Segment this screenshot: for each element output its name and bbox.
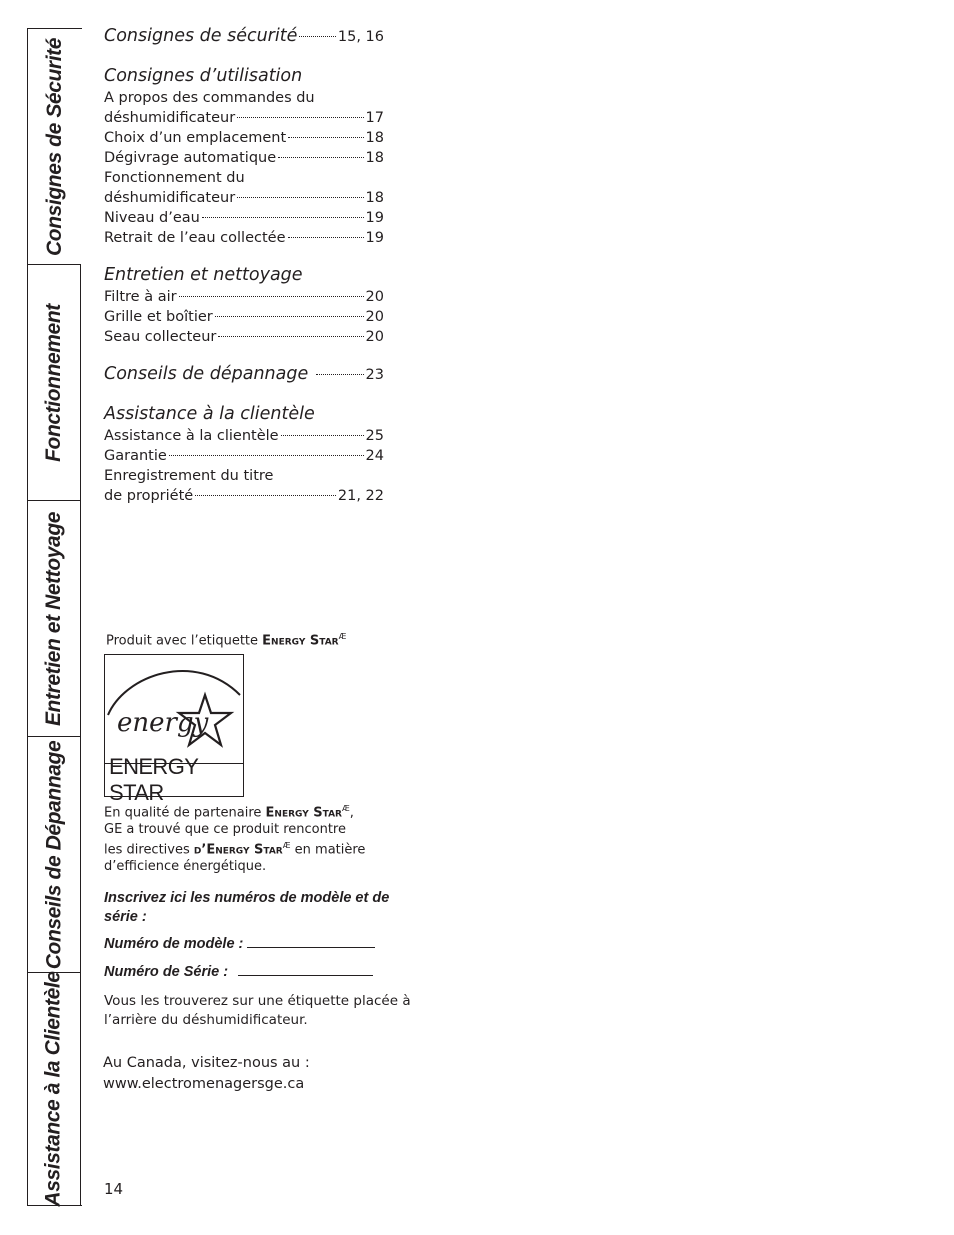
toc-entry-text: A propos des commandes du bbox=[104, 90, 315, 106]
toc-section-title: Consignes d’utilisation bbox=[104, 66, 303, 86]
toc-section-title: Conseils de dépannage bbox=[104, 364, 309, 384]
page-ref: 18 bbox=[365, 190, 384, 206]
page-ref: 15, 16 bbox=[337, 29, 384, 45]
tab-consignes-de-securite[interactable] bbox=[28, 29, 81, 265]
toc-entry-registration[interactable] bbox=[104, 486, 384, 506]
energy-star-wordmark: ENERGY STAR bbox=[105, 763, 243, 796]
toc-section-title: Entretien et nettoyage bbox=[104, 265, 303, 285]
toc-entry-location[interactable] bbox=[104, 128, 384, 148]
desc-line bbox=[104, 838, 384, 859]
toc-entry-label: Dégivrage automatique bbox=[104, 150, 277, 166]
toc-entry-label: Choix d’un emplacement bbox=[104, 130, 287, 146]
tab-label: Fonctionnement bbox=[42, 303, 66, 462]
energy-star-brand: Energy Star bbox=[265, 805, 342, 821]
toc-entry-label: Seau collecteur bbox=[104, 329, 217, 345]
toc-entry-label: Garantie bbox=[104, 448, 167, 464]
toc-entry-label: déshumidificateur bbox=[104, 190, 236, 206]
toc-entry-defrost[interactable] bbox=[104, 148, 384, 168]
energy-star-description bbox=[104, 801, 384, 876]
toc-section-troubleshooting bbox=[104, 362, 384, 387]
dot-leader bbox=[288, 237, 364, 238]
toc-section-care bbox=[104, 263, 384, 347]
table-of-contents bbox=[104, 24, 384, 521]
toc-entry-water-removal[interactable] bbox=[104, 228, 384, 248]
reg-mark: Æ bbox=[282, 841, 291, 851]
toc-entry-safety[interactable] bbox=[104, 24, 384, 49]
toc-entry-text: Enregistrement du titre bbox=[104, 468, 274, 484]
page-ref: 19 bbox=[365, 230, 384, 246]
page-ref: 20 bbox=[365, 309, 384, 325]
toc-entry-filter[interactable] bbox=[104, 287, 384, 307]
page-ref: 24 bbox=[365, 448, 384, 464]
desc-text: les directives bbox=[104, 842, 194, 858]
tab-conseils-de-depannage[interactable] bbox=[28, 737, 81, 973]
canada-text: Au Canada, visitez-nous au : bbox=[103, 1055, 310, 1071]
canada-url-link[interactable]: www.electromenagersge.ca bbox=[103, 1076, 305, 1092]
toc-entry-controls[interactable] bbox=[104, 108, 384, 128]
dot-leader bbox=[195, 495, 336, 496]
tab-entretien-et-nettoyage[interactable] bbox=[28, 501, 81, 737]
desc-line: d’efficience énergétique. bbox=[104, 859, 267, 875]
energy-star-brand: Energy Star bbox=[206, 842, 283, 858]
dot-leader bbox=[281, 435, 364, 436]
dot-leader bbox=[316, 374, 363, 375]
tab-label: Consignes de Sécurité bbox=[42, 37, 66, 256]
caption-text: Produit avec l’etiquette bbox=[106, 633, 263, 649]
page-number: 14 bbox=[104, 1180, 124, 1198]
tab-label: Assistance à la Clientèle bbox=[42, 971, 65, 1207]
toc-entry-operation[interactable] bbox=[104, 188, 384, 208]
toc-entry-bucket[interactable] bbox=[104, 327, 384, 347]
registration-note: Vous les trouverez sur une étiquette placée à l’arrière du déshumidificateur. bbox=[104, 993, 411, 1028]
energy-star-caption bbox=[106, 632, 346, 648]
tab-label: Conseils de Dépannage bbox=[42, 740, 65, 969]
page-ref: 17 bbox=[365, 110, 384, 126]
dot-leader bbox=[237, 117, 363, 118]
desc-text: En qualité de partenaire bbox=[104, 805, 266, 821]
page-ref: 25 bbox=[365, 428, 384, 444]
dot-leader bbox=[215, 316, 364, 317]
dot-leader bbox=[218, 336, 363, 337]
registration-title: Inscrivez ici les numéros de modèle et de série : bbox=[104, 890, 390, 925]
toc-entry-label: déshumidificateur bbox=[104, 110, 236, 126]
reg-mark: Æ bbox=[338, 632, 347, 641]
desc-line bbox=[104, 801, 384, 822]
page-ref: 20 bbox=[365, 289, 384, 305]
page-ref: 21, 22 bbox=[337, 488, 384, 504]
toc-entry-troubleshooting[interactable] bbox=[104, 362, 384, 387]
desc-text: en matière bbox=[290, 842, 366, 858]
toc-entry-label: de propriété bbox=[104, 488, 194, 504]
toc-section-title: Consignes de sécurité bbox=[104, 26, 298, 46]
energy-star-script: energy bbox=[117, 708, 209, 738]
page-ref: 19 bbox=[365, 210, 384, 226]
side-tab-bar bbox=[27, 28, 82, 1206]
toc-entry-label: Retrait de l’eau collectée bbox=[104, 230, 286, 246]
serial-number-line bbox=[104, 964, 373, 980]
model-number-line bbox=[104, 936, 375, 952]
energy-star-d: d’ bbox=[193, 842, 207, 858]
page-ref: 18 bbox=[365, 130, 384, 146]
toc-entry-warranty[interactable] bbox=[104, 446, 384, 466]
toc-entry-label: Assistance à la clientèle bbox=[104, 428, 279, 444]
desc-text: , bbox=[349, 805, 354, 821]
toc-entry-label: Filtre à air bbox=[104, 289, 177, 305]
model-number-field[interactable] bbox=[247, 946, 375, 948]
page-ref: 20 bbox=[365, 329, 384, 345]
toc-section-operating bbox=[104, 64, 384, 248]
dot-leader bbox=[288, 137, 363, 138]
serial-number-field[interactable] bbox=[238, 974, 373, 976]
dot-leader bbox=[169, 455, 364, 456]
page-ref: 23 bbox=[365, 367, 384, 383]
energy-star-brand: Energy Star bbox=[262, 633, 339, 649]
dot-leader bbox=[237, 197, 363, 198]
toc-entry-grille[interactable] bbox=[104, 307, 384, 327]
energy-star-logo bbox=[104, 654, 244, 805]
desc-line: GE a trouvé que ce produit rencontre bbox=[104, 821, 346, 837]
toc-entry-text: Fonctionnement du bbox=[104, 170, 245, 186]
dot-leader bbox=[278, 157, 363, 158]
toc-entry-label: Niveau d’eau bbox=[104, 210, 200, 226]
toc-section-support bbox=[104, 402, 384, 506]
tab-fonctionnement[interactable] bbox=[28, 265, 81, 501]
toc-section-safety bbox=[104, 24, 384, 49]
reg-mark: Æ bbox=[341, 804, 350, 813]
toc-entry-label: Grille et boîtier bbox=[104, 309, 213, 325]
page-ref: 18 bbox=[365, 150, 384, 166]
serial-number-label: Numéro de Série : bbox=[104, 964, 229, 980]
dot-leader bbox=[179, 296, 364, 297]
toc-section-title: Assistance à la clientèle bbox=[104, 404, 315, 424]
toc-entry-support[interactable] bbox=[104, 426, 384, 446]
dot-leader bbox=[299, 36, 336, 37]
tab-assistance-a-la-clientele[interactable] bbox=[28, 973, 81, 1205]
toc-entry-water-level[interactable] bbox=[104, 208, 384, 228]
tab-label: Entretien et Nettoyage bbox=[42, 511, 65, 726]
dot-leader bbox=[202, 217, 364, 218]
canada-info bbox=[103, 1053, 310, 1095]
model-number-label: Numéro de modèle : bbox=[104, 936, 244, 952]
energy-star-swoosh-icon bbox=[105, 655, 242, 762]
